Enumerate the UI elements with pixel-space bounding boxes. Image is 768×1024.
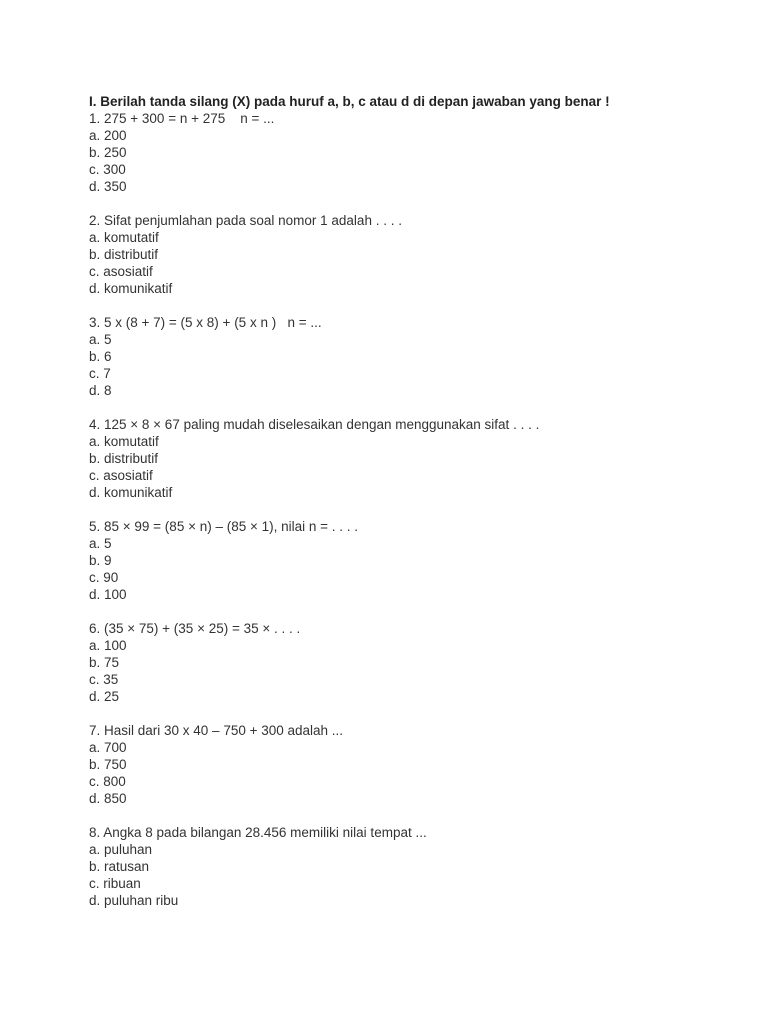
- answer-option-d: d. 350: [89, 179, 127, 194]
- question-3: [89, 314, 729, 399]
- question-text: 1. 275 + 300 = n + 275 n = ...: [89, 111, 275, 126]
- answer-option-a: a. komutatif: [89, 434, 159, 449]
- question-list: [89, 110, 729, 909]
- question-text: 7. Hasil dari 30 x 40 – 750 + 300 adalah ...: [89, 723, 344, 738]
- answer-option-a: a. 5: [89, 332, 112, 347]
- answer-option-a: a. 200: [89, 128, 127, 143]
- answer-option-b: b. 750: [89, 757, 127, 772]
- answer-option-a: a. 700: [89, 740, 127, 755]
- answer-option-c: c. 800: [89, 774, 126, 789]
- answer-option-a: a. komutatif: [89, 230, 159, 245]
- answer-option-d: d. 25: [89, 689, 120, 704]
- answer-option-a: a. puluhan: [89, 842, 153, 857]
- answer-option-c: c. 90: [89, 570, 119, 585]
- answer-option-d: d. 850: [89, 791, 127, 806]
- question-7: [89, 722, 729, 807]
- instruction-heading: I. Berilah tanda silang (X) pada huruf a, b, c atau d di depan jawaban yang benar !: [89, 94, 610, 109]
- answer-option-b: b. 250: [89, 145, 127, 160]
- answer-option-c: c. 35: [89, 672, 119, 687]
- question-text: 2. Sifat penjumlahan pada soal nomor 1 adalah . . . .: [89, 213, 402, 228]
- answer-option-c: c. ribuan: [89, 876, 141, 891]
- question-2: [89, 212, 729, 297]
- answer-option-a: a. 5: [89, 536, 112, 551]
- question-5: [89, 518, 729, 603]
- question-1: [89, 110, 729, 195]
- question-text: 5. 85 × 99 = (85 × n) – (85 × 1), nilai n = . . . .: [89, 519, 359, 534]
- question-8: [89, 824, 729, 909]
- answer-option-d: d. 100: [89, 587, 127, 602]
- question-text: 8. Angka 8 pada bilangan 28.456 memiliki nilai tempat ...: [89, 825, 427, 840]
- answer-option-b: b. 75: [89, 655, 120, 670]
- answer-option-a: a. 100: [89, 638, 127, 653]
- answer-option-d: d. 8: [89, 383, 112, 398]
- answer-option-b: b. distributif: [89, 451, 159, 466]
- question-4: [89, 416, 729, 501]
- question-text: 4. 125 × 8 × 67 paling mudah diselesaikan dengan menggunakan sifat . . . .: [89, 417, 540, 432]
- answer-option-c: c. asosiatif: [89, 468, 153, 483]
- answer-option-c: c. 300: [89, 162, 126, 177]
- answer-option-d: d. komunikatif: [89, 485, 173, 500]
- answer-option-b: b. 9: [89, 553, 112, 568]
- question-6: [89, 620, 729, 705]
- worksheet-page: [89, 93, 729, 926]
- answer-option-b: b. ratusan: [89, 859, 150, 874]
- answer-option-d: d. puluhan ribu: [89, 893, 179, 908]
- question-text: 6. (35 × 75) + (35 × 25) = 35 × . . . .: [89, 621, 301, 636]
- answer-option-b: b. distributif: [89, 247, 159, 262]
- answer-option-c: c. asosiatif: [89, 264, 153, 279]
- answer-option-b: b. 6: [89, 349, 112, 364]
- answer-option-d: d. komunikatif: [89, 281, 173, 296]
- question-text: 3. 5 x (8 + 7) = (5 x 8) + (5 x n ) n = ...: [89, 315, 322, 330]
- answer-option-c: c. 7: [89, 366, 111, 381]
